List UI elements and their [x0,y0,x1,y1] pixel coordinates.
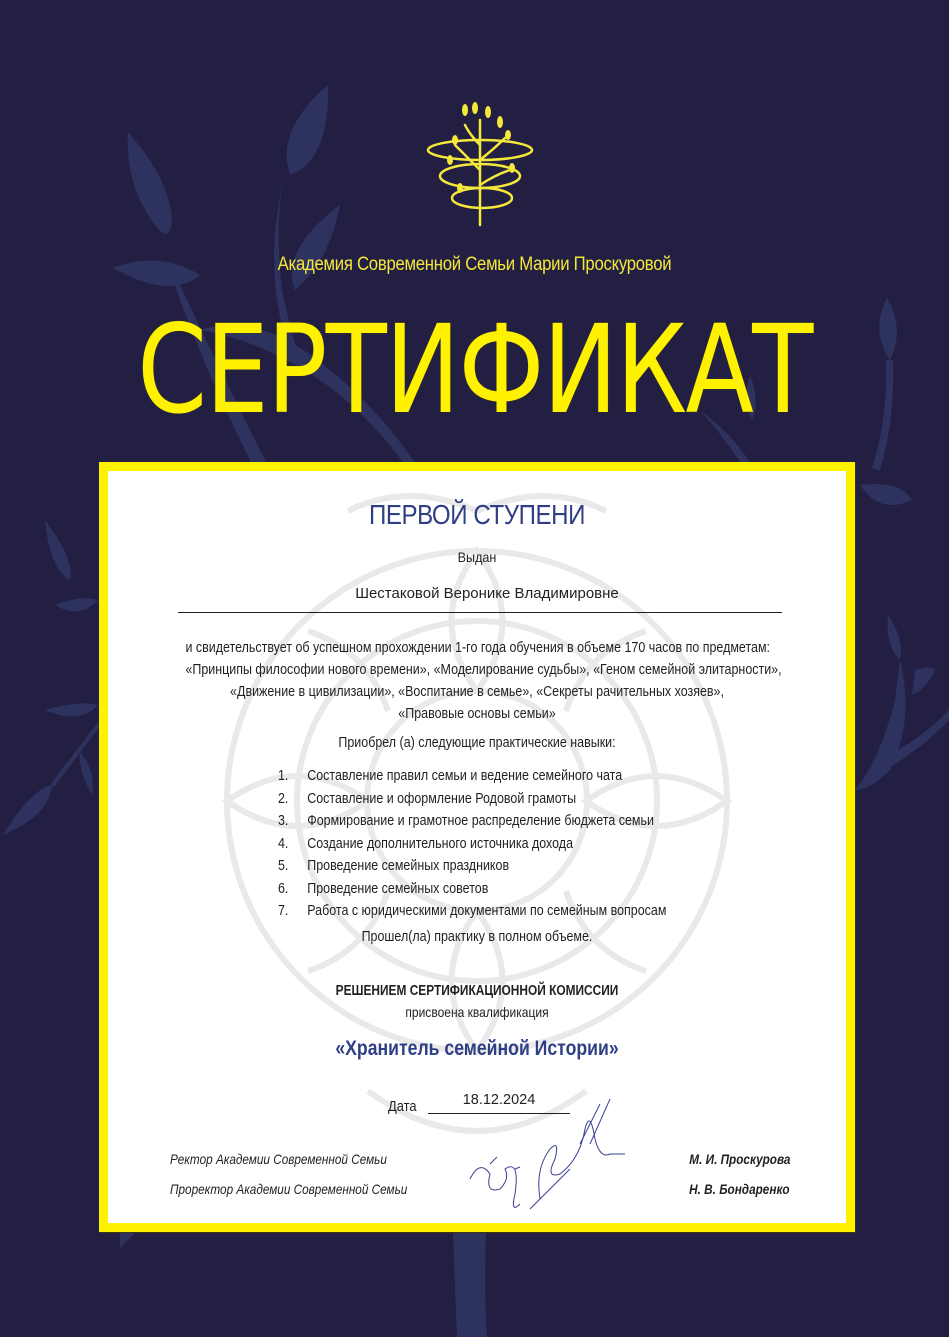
skill-item [278,810,666,833]
spiral-tree-icon [420,100,540,230]
skill-item [278,900,666,923]
skill-number: 2. [278,790,289,807]
skill-item [278,855,666,878]
certificate-title: СЕРТИФИКАТ [137,299,812,441]
issued-label: Выдан [457,549,497,565]
commission-decision: РЕШЕНИЕМ СЕРТИФИКАЦИОННОЙ КОМИССИИ [335,983,619,999]
signatory-role: Ректор Академии Современной Семьи [170,1151,387,1167]
description-line: «Принципы философии нового времени», «Моделирование судьбы», «Геном семейной элитарности», [185,662,782,678]
description-line: «Движение в цивилизации», «Воспитание в семье», «Секреты рачительных хозяев», [230,684,724,700]
skill-item [278,833,666,856]
recipient-underline [178,612,782,613]
qualification-title: «Хранитель семейной Истории» [335,1037,619,1060]
study-description [185,637,782,725]
date-label: Дата [388,1098,417,1115]
skill-number: 6. [278,880,289,897]
skill-text: Создание дополнительного источника дохода [307,835,574,852]
certificate-card [99,462,855,1232]
academy-name: Академия Современной Семьи Марии Проскуровой [277,254,672,275]
practice-statement: Прошел(ла) практику в полном объеме. [361,929,593,945]
skills-list [278,765,666,923]
recipient-name: Шестаковой Веронике Владимировне [355,585,619,602]
signatory-name: М. И. Проскурова [688,1151,790,1167]
skill-number: 7. [278,903,289,919]
skill-text: Формирование и грамотное распределение бюджета семьи [307,813,654,829]
stage-heading: ПЕРВОЙ СТУПЕНИ [368,499,586,530]
skill-text: Составление и оформление Родовой грамоты [307,790,577,807]
skill-text: Проведение семейных праздников [307,858,510,874]
description-line: и свидетельствует об успешном прохождении 1-го года обучения в объеме 170 часов по предметам: [185,640,770,656]
skill-number: 1. [278,768,289,784]
date-value: 18.12.2024 [462,1092,536,1108]
skill-number: 3. [278,813,289,829]
signatory-name: Н. В. Бондаренко [689,1181,790,1197]
skill-text: Работа с юридическими документами по семейным вопросам [307,903,667,919]
skill-number: 5. [278,858,289,874]
handwritten-signature [460,1099,640,1219]
skill-item [278,878,666,901]
skill-text: Составление правил семьи и ведение семейного чата [307,768,623,784]
skills-heading: Приобрел (а) следующие практические навыки: [338,735,616,751]
skill-item [278,765,666,788]
signatory-role: Проректор Академии Современной Семьи [170,1181,408,1197]
skill-item [278,788,666,811]
description-line: «Правовые основы семьи» [398,706,556,722]
qualification-assigned-label: присвоена квалификация [405,1004,549,1020]
skill-text: Проведение семейных советов [307,880,489,897]
skill-number: 4. [278,835,289,852]
